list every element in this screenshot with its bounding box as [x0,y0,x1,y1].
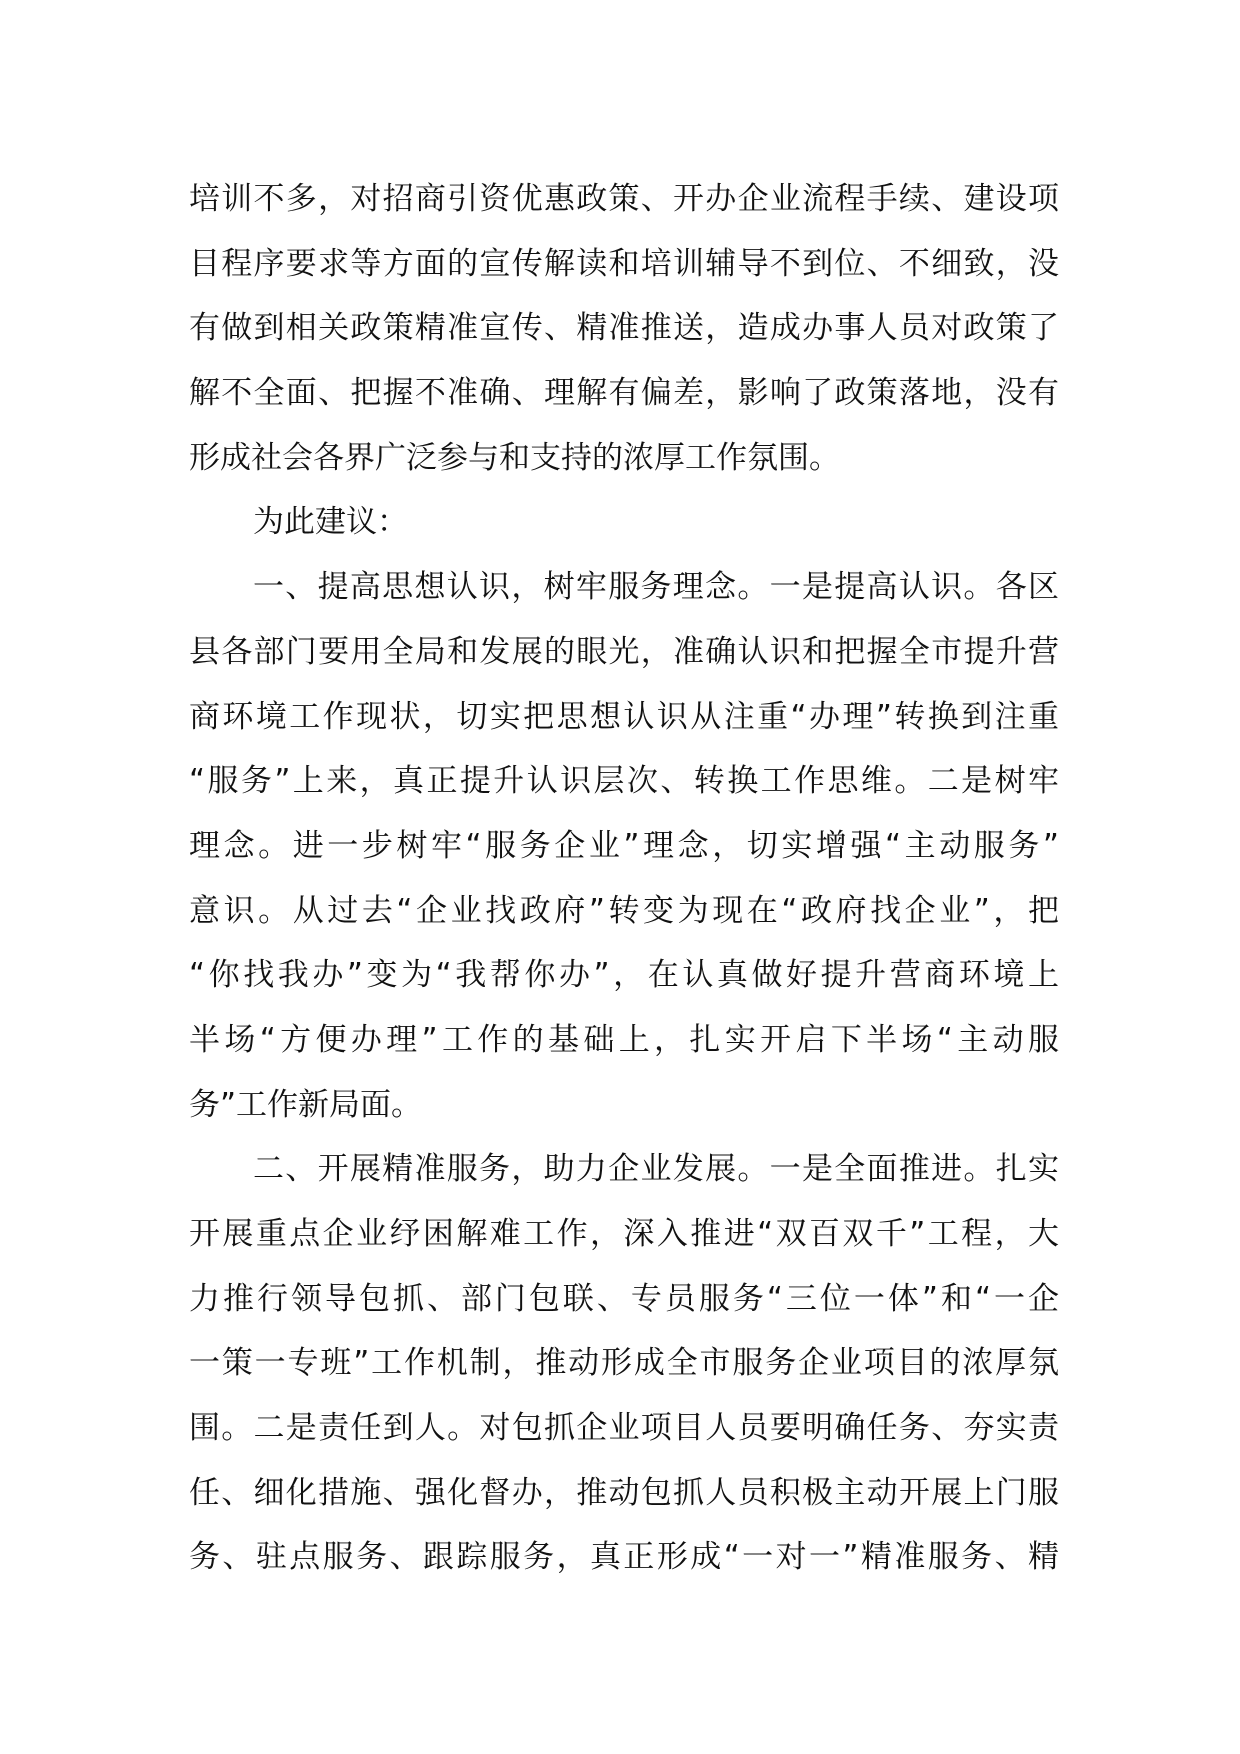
text-line: 务”工作新局面。 [189,1086,423,1123]
text-line: 形成社会各界广泛参与和支持的浓厚工作氛围。 [189,439,840,476]
text-line: 围。二是责任到人。对包抓企业项目人员要明确任务、夯实责 [189,1410,1059,1447]
body-text [189,167,1059,1590]
text-line: 意识。从过去“企业找政府”转变为现在“政府找企业”，把 [189,892,1059,929]
text-line: 开展重点企业纾困解难工作，深入推进“双百双千”工程，大 [189,1216,1059,1252]
paragraph-start-line: 一、提高思想认识，树牢服务理念。一是提高认识。各区 [253,569,1059,606]
text-line: 任、细化措施、强化督办，推动包抓人员积极主动开展上门服 [189,1474,1059,1511]
text-line: 有做到相关政策精准宣传、精准推送，造成办事人员对政策了 [189,310,1059,347]
text-line: “服务”上来，真正提升认识层次、转换工作思维。二是树牢 [189,763,1059,800]
paragraph-start-line: 为此建议： [253,504,408,541]
text-line: 理念。进一步树牢“服务企业”理念，切实增强“主动服务” [189,827,1059,864]
text-line: 务、驻点服务、跟踪服务，真正形成“一对一”精准服务、精 [189,1539,1059,1576]
text-line: “你找我办”变为“我帮你办”，在认真做好提升营商环境上 [189,957,1059,994]
text-line: 半场“方便办理”工作的基础上，扎实开启下半场“主动服 [189,1021,1059,1058]
text-line: 力推行领导包抓、部门包联、专员服务“三位一体”和“一企 [189,1280,1059,1317]
text-line: 培训不多，对招商引资优惠政策、开办企业流程手续、建设项 [189,181,1059,217]
paragraph-start-line: 二、开展精准服务，助力企业发展。一是全面推进。扎实 [253,1151,1059,1188]
text-line: 商环境工作现状，切实把思想认识从注重“办理”转换到注重 [189,698,1059,735]
text-line: 解不全面、把握不准确、理解有偏差，影响了政策落地，没有 [189,375,1059,412]
text-line: 一策一专班”工作机制，推动形成全市服务企业项目的浓厚氛 [189,1345,1059,1382]
text-line: 目程序要求等方面的宣传解读和培训辅导不到位、不细致，没 [189,245,1059,282]
text-line: 县各部门要用全局和发展的眼光，准确认识和把握全市提升营 [189,633,1059,670]
